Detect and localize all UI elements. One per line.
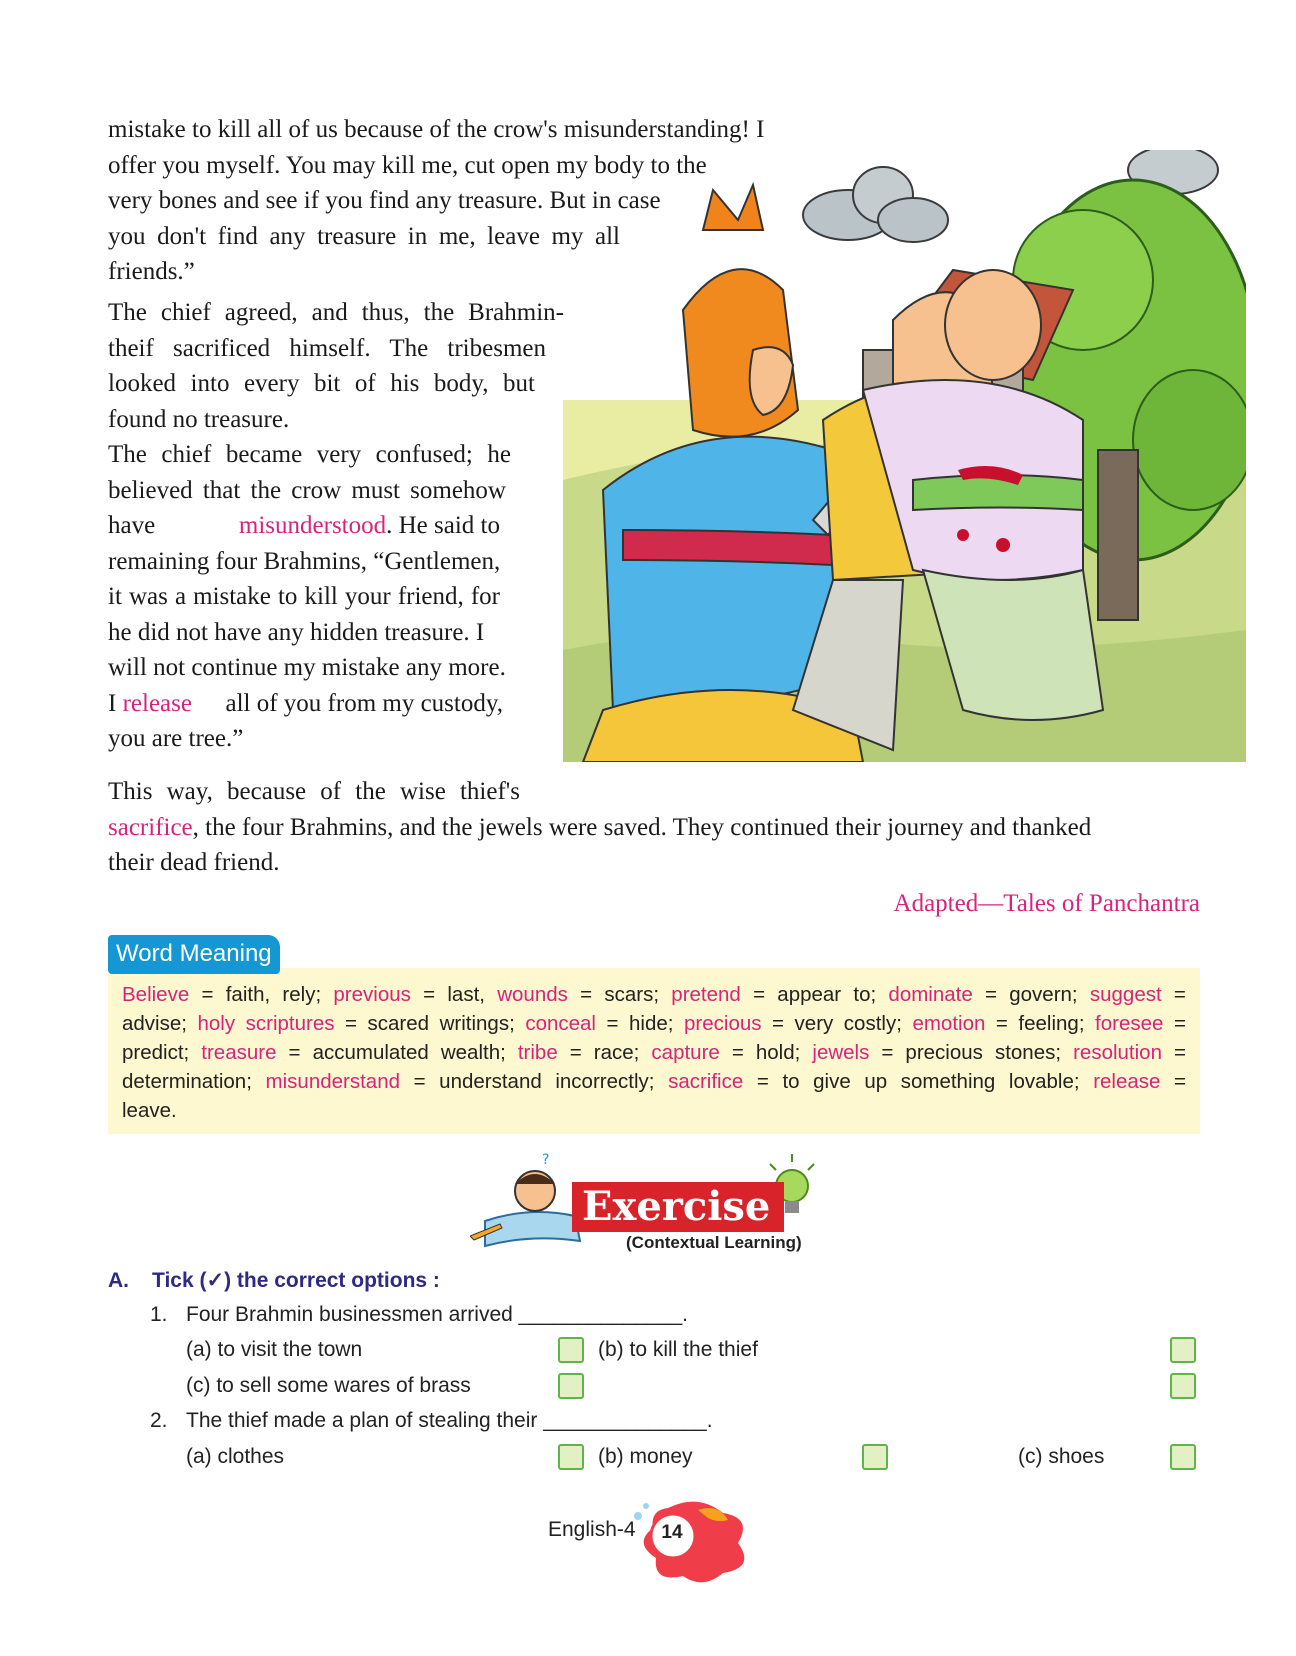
option-2a-checkbox[interactable]: [558, 1444, 584, 1470]
option-1b: (b) to kill the thief: [598, 1338, 758, 1361]
story-line: [108, 508, 500, 544]
story-line: theif sacrificed himself. The tribesmen: [108, 334, 546, 362]
wm-meaning: very costly;: [794, 1012, 902, 1035]
word-meaning-line: [122, 1096, 1186, 1125]
story-line: looked into every bit of his body, but: [108, 370, 535, 397]
story-line: you are tree.”: [108, 725, 244, 752]
wm-meaning: feeling;: [1018, 1012, 1085, 1035]
word-meaning-box: [108, 968, 1200, 1134]
page-footer: [548, 1498, 758, 1588]
wm-meaning: scars;: [604, 983, 660, 1006]
story-line: mistake to kill all of us because of the crow's misunderstanding! I: [108, 116, 765, 143]
story-word: . He said to: [386, 512, 500, 539]
option-1a: (a) to visit the town: [186, 1338, 363, 1361]
story-line: found no treasure.: [108, 405, 290, 433]
wm-word: wounds: [497, 983, 568, 1006]
wm-meaning: race;: [593, 1041, 640, 1064]
option-2b: (b) money: [598, 1445, 693, 1468]
story-line: The chief became very confused; he: [108, 441, 511, 468]
option-2c: (c) shoes: [1018, 1445, 1105, 1468]
wm-word: release: [1093, 1070, 1161, 1093]
wm-meaning: understand incorrectly;: [439, 1070, 655, 1093]
question-text: Four Brahmin businessmen arrived ______________.: [186, 1303, 688, 1326]
wm-meaning: last,: [447, 983, 485, 1006]
wm-word: dominate: [888, 983, 973, 1006]
story-paragraph-4: [108, 774, 1200, 881]
wm-word: misunderstand: [265, 1070, 400, 1093]
section-letter: A.: [108, 1269, 129, 1292]
option-2b-checkbox[interactable]: [862, 1444, 888, 1470]
highlight-misunderstood: misunderstood: [238, 512, 387, 539]
story-word: have: [108, 512, 156, 539]
word-meaning-label: Word Meaning: [108, 935, 280, 974]
wm-word: tribe: [517, 1041, 558, 1064]
story-word: all of you from my custody,: [225, 689, 503, 717]
question-number: 2.: [150, 1409, 168, 1432]
story-line: believed that the crow must somehow: [108, 476, 506, 504]
wm-word: jewels: [812, 1041, 870, 1064]
story-line: it was a mistake to kill your friend, for: [108, 583, 500, 610]
wm-meaning: scared writings;: [367, 1012, 515, 1035]
svg-text:?: ?: [542, 1152, 550, 1168]
story-line: This way, because of the wise thief's: [108, 778, 520, 805]
option-1b-checkbox[interactable]: [1170, 1337, 1196, 1363]
wm-word: pretend: [671, 983, 741, 1006]
option-2c-checkbox[interactable]: [1170, 1444, 1196, 1470]
story-line: offer you myself. You may kill me, cut open my body to the: [108, 151, 707, 179]
exercise-title: Exercise: [572, 1182, 784, 1232]
question-text: The thief made a plan of stealing their ______________.: [186, 1409, 713, 1432]
extra-checkbox[interactable]: [1170, 1373, 1196, 1399]
story-line: The chief agreed, and thus, the Brahmin-: [108, 299, 564, 326]
wm-word: previous: [333, 983, 411, 1006]
wm-meaning: advise;: [122, 1012, 187, 1035]
story-line: you don't find any treasure in me, leave my all: [108, 222, 620, 250]
wm-meaning: leave.: [122, 1099, 177, 1122]
wm-word: precious: [684, 1012, 762, 1035]
wm-meaning: to give up something lovable;: [782, 1070, 1080, 1093]
wm-word: suggest: [1089, 983, 1162, 1006]
word-meaning-line: Believe = faith, rely; previous = last, wounds = scars; pretend = appear to; dominate = govern; suggest =: [122, 983, 1186, 1006]
wm-word: capture: [651, 1041, 720, 1064]
wm-word: foresee: [1095, 1012, 1164, 1035]
highlight-release: release: [122, 689, 192, 717]
story-word: , the four Brahmins, and the jewels were saved. They continued their journey and thanked: [192, 813, 1092, 841]
question-number: 1.: [150, 1303, 168, 1326]
wm-word: conceal: [525, 1012, 596, 1035]
exercise-header: [470, 1146, 840, 1256]
question-2: [150, 1409, 713, 1433]
option-2a: (a) clothes: [186, 1445, 285, 1468]
exercise-subtitle: (Contextual Learning): [626, 1233, 802, 1252]
story-line: remaining four Brahmins, “Gentlemen,: [108, 547, 501, 575]
word-meaning-line: predict; treasure = accumulated wealth; tribe = race; capture = hold; jewels = precious stones; resolution =: [122, 1041, 1186, 1064]
wm-word: resolution: [1073, 1041, 1162, 1064]
book-name: English-4: [548, 1518, 636, 1541]
wm-meaning: hide;: [629, 1012, 674, 1035]
wm-word: sacrifice: [668, 1070, 744, 1093]
word-meaning-line: determination; misunderstand = understand incorrectly; sacrifice = to give up something lovable; release =: [122, 1070, 1187, 1093]
wm-word: treasure: [201, 1041, 277, 1064]
wm-word: Believe: [122, 983, 190, 1006]
wm-meaning: hold;: [755, 1041, 801, 1064]
story-illustration: [563, 150, 1246, 762]
story-word: I: [108, 689, 117, 717]
wm-word: emotion: [912, 1012, 986, 1035]
wm-meaning: accumulated wealth;: [312, 1041, 506, 1064]
option-1c: (c) to sell some wares of brass: [186, 1374, 471, 1397]
wm-meaning: precious stones;: [905, 1041, 1062, 1064]
wm-word: holy scriptures: [197, 1012, 335, 1035]
student-icon: [470, 1152, 580, 1246]
page-number: 14: [661, 1522, 683, 1543]
wm-meaning: appear to;: [777, 983, 877, 1006]
story-line: will not continue my mistake any more.: [108, 654, 506, 681]
word-meaning-line: advise; holy scriptures = scared writings; conceal = hide; precious = very costly; emotion = feeling; foresee =: [122, 1012, 1186, 1035]
question-1: [150, 1303, 688, 1327]
wm-meaning: govern;: [1009, 983, 1078, 1006]
wm-meaning: determination;: [122, 1070, 252, 1093]
story-line: [108, 810, 1200, 846]
story-line: very bones and see if you find any treasure. But in case: [108, 187, 661, 214]
story-line: [108, 686, 503, 722]
option-1c-checkbox[interactable]: [558, 1373, 584, 1399]
section-title: Tick (✓) the correct options :: [152, 1269, 440, 1292]
wm-meaning: faith, rely;: [225, 983, 322, 1006]
story-source: Adapted—Tales of Panchantra: [893, 890, 1200, 917]
highlight-sacrifice: sacrifice: [108, 813, 193, 841]
story-line: their dead friend.: [108, 849, 280, 876]
wm-meaning: predict;: [122, 1041, 190, 1064]
story-line: he did not have any hidden treasure. I: [108, 618, 485, 646]
section-a-heading: [108, 1268, 440, 1293]
story-line: friends.”: [108, 258, 195, 285]
option-1a-checkbox[interactable]: [558, 1337, 584, 1363]
